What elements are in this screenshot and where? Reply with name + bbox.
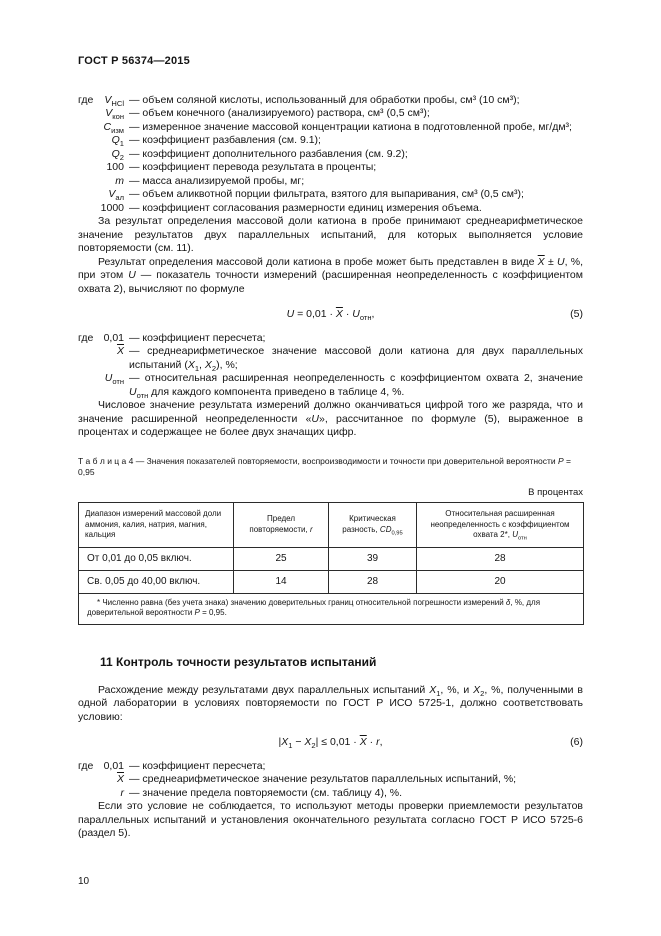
- term-symbol: 1000: [100, 201, 124, 214]
- formula-6-number: (6): [570, 736, 583, 748]
- table-4-caption: Т а б л и ц а 4 — Значения показателей повторяемости, воспроизводимости и точности при доверительной вероятности P = 0,95: [78, 455, 572, 477]
- term-symbol: 100: [106, 161, 124, 173]
- term-description: — среднеарифметическое значение массовой доли катиона для двух параллельных испытаний ($X_1$, $X_2$), %;: [129, 345, 583, 373]
- term-row: [78, 188, 583, 202]
- cell-uncertainty: 20: [417, 570, 584, 593]
- term-prefix: [78, 787, 99, 801]
- term-prefix: [78, 175, 99, 189]
- term-row: [78, 107, 583, 121]
- column-header-uncertainty: Относительная расширенная неопределенность с коэффициентом охвата 2*, $U_{отн}$: [417, 503, 584, 548]
- formula-6: [78, 736, 583, 750]
- term-symbol: 0,01: [103, 331, 124, 344]
- term-prefix: [78, 121, 99, 135]
- table-4-footnote: * Численно равна (без учета знака) значению доверительных границ относительной погрешности измерений δ, %, для доверительной вероятности P = 0,95.: [79, 593, 584, 624]
- term-symbol: $V_{HCl}$: [104, 93, 124, 108]
- paragraph-rounding-rule: Числовое значение результата измерений должно оканчиваться цифрой того же разряда, что и значение расширенной неопределенности «U», рассчитанное по формуле (5), выраженное в процентах и содержащее не более двух значащих цифр.: [78, 399, 583, 438]
- cell-critical-difference: 28: [329, 570, 417, 593]
- cell-repeatability: 25: [234, 547, 329, 570]
- term-prefix: [78, 188, 99, 202]
- standard-number-header: ГОСТ Р 56374—2015: [78, 55, 190, 67]
- formula-5-terms-list: [78, 332, 583, 400]
- term-description: — объем конечного (анализируемого) раствора, см³ (0,5 см³);: [129, 107, 430, 119]
- term-row: [78, 332, 583, 346]
- term-description: — масса анализируемой пробы, мг;: [129, 174, 305, 187]
- term-row: [78, 175, 583, 189]
- cell-uncertainty: 28: [417, 547, 584, 570]
- term-prefix: [78, 148, 99, 162]
- term-description: — коэффициент перевода результата в проценты;: [129, 161, 377, 173]
- term-row: [78, 760, 583, 774]
- paragraph-result-definition: За результат определения массовой доли катиона в пробе принимают среднеарифметическое значение результатов двух параллельных испытаний, для которых выполняется условие повторяемости (см. 11).: [78, 215, 583, 254]
- page-number: 10: [78, 875, 90, 887]
- term-symbol: $Q_2$: [111, 147, 124, 162]
- term-description: — измеренное значение массовой концентрации катиона в подготовленной пробе, мг/дм³;: [129, 120, 572, 133]
- term-description: — коэффициент дополнительного разбавления (см. 9.2);: [129, 147, 408, 160]
- section-11-heading: 11 Контроль точности результатов испытаний: [100, 654, 377, 669]
- cell-range: От 0,01 до 0,05 включ.: [79, 547, 234, 570]
- term-prefix: где: [78, 331, 94, 344]
- term-symbol: $C_{изм}$: [103, 120, 124, 135]
- term-prefix: [78, 202, 99, 216]
- term-symbol: $Q_1$: [111, 134, 124, 149]
- term-prefix: [78, 161, 99, 175]
- column-header-repeatability: Предел повторяемости, r: [234, 503, 329, 548]
- cell-range: Св. 0,05 до 40,00 включ.: [79, 570, 234, 593]
- term-prefix: [78, 773, 99, 787]
- term-prefix: [78, 372, 99, 399]
- term-description: — коэффициент разбавления (см. 9.1);: [129, 134, 321, 146]
- term-prefix: где: [78, 759, 94, 772]
- term-row: [78, 121, 583, 135]
- term-row: [78, 372, 583, 399]
- term-description: — коэффициент согласования размерности единиц измерения объема.: [129, 201, 482, 214]
- term-row: [78, 134, 583, 148]
- term-description: — среднеарифметическое значение результатов параллельных испытаний, %;: [129, 773, 517, 785]
- term-symbol: m: [115, 174, 124, 187]
- term-symbol: 0,01: [103, 759, 124, 772]
- term-symbol: $U_{отн}$: [104, 372, 124, 387]
- term-prefix: [78, 134, 99, 148]
- formula-5-expression: $U = 0,01 \cdot \overline{X} \cdot U_{отн}$,: [286, 308, 375, 323]
- term-prefix: где: [78, 93, 94, 106]
- formula-terms-list: [78, 94, 583, 216]
- term-row: [78, 202, 583, 216]
- term-row: [78, 345, 583, 372]
- cell-critical-difference: 39: [329, 547, 417, 570]
- paragraph-result-form: Результат определения массовой доли катиона в пробе может быть представлен в виде $\overline{X} \pm U$, %, при этом U — показатель точности измерений (расширенная неопределенность с коэффициентом охвата 2), вычисляют по формуле: [78, 255, 583, 295]
- term-row: [78, 787, 583, 801]
- table-4-units-label: В процентах: [528, 486, 583, 498]
- term-row: [78, 773, 583, 787]
- formula-6-terms-list: [78, 760, 583, 801]
- term-description: — значение предела повторяемости (см. таблицу 4), %.: [129, 786, 403, 799]
- paragraph-noncompliance-action: Если это условие не соблюдается, то используют методы проверки приемлемости результатов параллельных испытаний и установления окончательного результата согласно ГОСТ Р ИСО 5725-6 (раздел 5).: [78, 800, 583, 839]
- paragraph-discrepancy-condition: Расхождение между результатами двух параллельных испытаний $X_1$, %, и $X_2$, %, полученными в одной лаборатории в условиях повторяемости по ГОСТ Р ИСО 5725-1, должно соответствовать условию:: [78, 683, 583, 723]
- table-header-row: [79, 503, 584, 548]
- table-row: [79, 547, 584, 570]
- cell-repeatability: 14: [234, 570, 329, 593]
- term-symbol: $V_{ал}$: [108, 188, 124, 203]
- column-header-critical-difference: Критическая разность, $CD_{0,95}$: [329, 503, 417, 548]
- term-prefix: [78, 107, 99, 121]
- term-symbol: $\overline{X}$: [116, 773, 124, 785]
- column-header-range: Диапазон измерений массовой доли аммония, калия, натрия, магния, кальция: [79, 503, 234, 548]
- table-row: [79, 570, 584, 593]
- term-description: — коэффициент пересчета;: [129, 331, 266, 344]
- formula-6-expression: $|X_1 - X_2| \le 0,01 \cdot \overline{X} \cdot r$,: [278, 736, 383, 751]
- term-row: [78, 161, 583, 175]
- formula-5-number: (5): [570, 308, 583, 320]
- table-footnote-row: [79, 593, 584, 624]
- table-4: [78, 502, 584, 625]
- term-row: [78, 94, 583, 108]
- term-symbol: $V_{кон}$: [105, 107, 124, 122]
- term-symbol: r: [120, 786, 124, 799]
- term-description: — относительная расширенная неопределенность с коэффициентом охвата 2, значение $U_{отн}$ для каждого компонента приведено в таблице 4, %.: [129, 372, 583, 400]
- term-symbol: $\overline{X}$: [116, 345, 124, 357]
- term-description: — объем соляной кислоты, использованный для обработки пробы, см³ (10 см³);: [129, 93, 520, 106]
- term-prefix: [78, 345, 99, 372]
- formula-5: [78, 308, 583, 322]
- term-description: — объем аликвотной порции фильтрата, взятого для выпаривания, см³ (0,5 см³);: [129, 188, 524, 200]
- term-description: — коэффициент пересчета;: [129, 759, 266, 772]
- term-row: [78, 148, 583, 162]
